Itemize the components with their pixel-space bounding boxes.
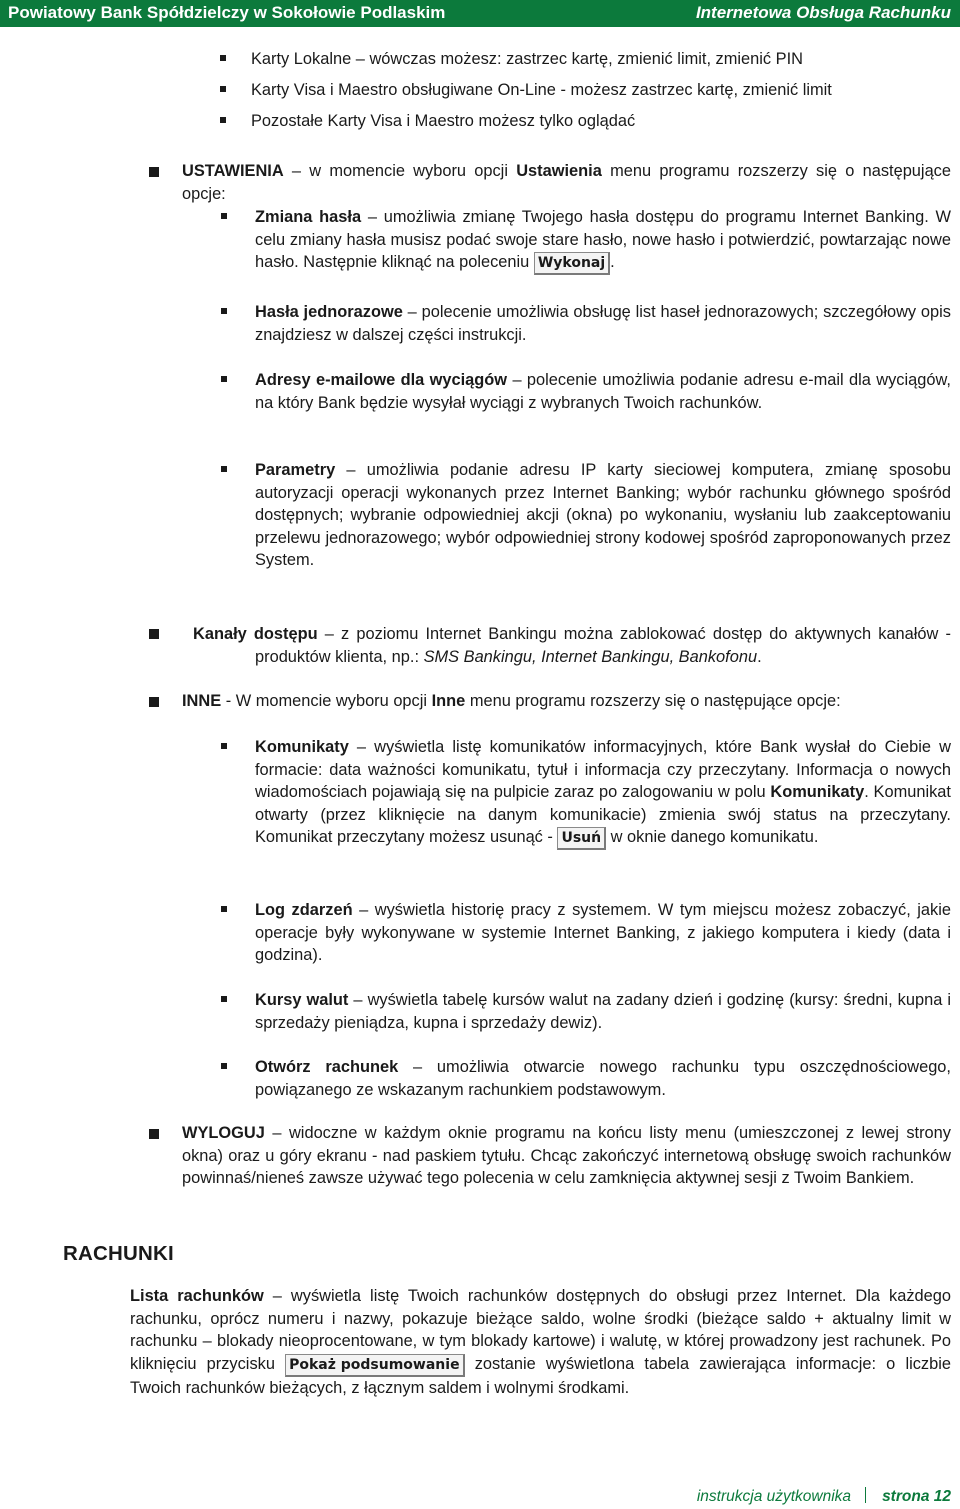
hasla-jednorazowe-item <box>255 301 951 346</box>
inne-intro-bold: Inne <box>431 692 466 710</box>
parametry-item <box>255 459 951 572</box>
bullet-icon <box>149 1129 159 1139</box>
adresy-email-title: Adresy e-mailowe dla wyciągów <box>255 371 508 389</box>
wyloguj-title: WYLOGUJ <box>182 1124 265 1142</box>
ustawienia-intro-text: – w momencie wyboru opcji <box>283 162 517 180</box>
otworz-rachunek-title: Otwórz rachunek <box>255 1058 399 1076</box>
kanaly-dostepu-end: . <box>757 647 762 666</box>
log-zdarzen-item <box>255 899 951 967</box>
kursy-walut-item <box>255 989 951 1034</box>
adresy-email-item <box>255 369 951 414</box>
bullet-icon <box>220 55 226 61</box>
inne-intro-text-2: menu programu rozszerzy się o następujące opcje: <box>465 692 841 710</box>
zmiana-hasla-title: Zmiana hasła <box>255 208 362 226</box>
bullet-icon <box>221 466 227 472</box>
bullet-icon <box>221 308 227 314</box>
inne-intro <box>182 690 951 713</box>
ustawienia-intro-text-2: menu programu rozszerzy się o następujące opcje: <box>182 162 951 203</box>
page-header <box>0 0 960 27</box>
footer-separator <box>865 1487 866 1503</box>
bullet-icon <box>149 697 159 707</box>
komunikaty-title: Komunikaty <box>255 738 349 756</box>
bullet-icon <box>221 906 227 912</box>
card-item-3: Pozostałe Karty Visa i Maestro możesz tylko oglądać <box>251 112 636 130</box>
bullet-icon <box>149 167 159 177</box>
header-service-name: Internetowa Obsługa Rachunku <box>695 3 951 22</box>
wyloguj-text: – widoczne w każdym oknie programu na końcu listy menu (umieszczonej z lewej strony okna) oraz u góry ekranu - nad paskiem tytułu. Chcąc zakończyć internetową obsługę swoich rachunków powinnaś/nieneś zawsze używać tego polecenia w celu zamknięcia aktywnej sesji z Twoim Bankiem. <box>182 1124 951 1188</box>
bullet-icon <box>221 743 227 749</box>
hasla-jednorazowe-title: Hasła jednorazowe <box>255 303 403 321</box>
lista-rachunkow-text-2: zostanie wyświetlona tabela zawierająca informacje: o liczbie Twoich rachunków bieżących, z łącznym saldem i wolnymi środkami. <box>130 1354 951 1397</box>
ustawienia-title: USTAWIENIA <box>182 162 284 180</box>
kanaly-dostepu-item <box>193 623 951 668</box>
otworz-rachunek-text: – umożliwia otwarcie nowego rachunku typu oszczędnościowego, powiązanego ze wskazanym rachunkiem podstawowym. <box>255 1058 951 1099</box>
ustawienia-intro <box>182 160 951 205</box>
ustawienia-intro-bold: Ustawienia <box>516 162 602 180</box>
bullet-icon <box>221 213 227 219</box>
bullet-icon <box>149 629 159 639</box>
bullet-icon <box>221 376 227 382</box>
komunikaty-text-2: . Komunikat otwarty (przez kliknięcie na danym komunikacie) zmienia swój status na przeczytany. Komunikat przeczytany możesz usunąć - <box>255 783 951 847</box>
komunikaty-bold: Komunikaty <box>770 783 865 802</box>
bullet-icon <box>221 996 227 1002</box>
parametry-title: Parametry <box>255 461 336 479</box>
kanaly-dostepu-italic: SMS Bankingu, Internet Bankingu, Bankofonu <box>423 647 758 666</box>
wykonaj-button[interactable]: Wykonaj <box>534 252 610 275</box>
usun-button[interactable]: Usuń <box>557 827 606 850</box>
kanaly-dostepu-text: – z poziomu Internet Bankingu można zablokować dostęp do aktywnych kanałów - produktów klienta, np.: <box>255 625 951 666</box>
card-item-2: Karty Visa i Maestro obsługiwane On-Line - możesz zastrzec kartę, zmienić limit <box>251 81 832 99</box>
footer-label: instrukcja użytkownika <box>696 1488 852 1505</box>
otworz-rachunek-item <box>255 1056 951 1101</box>
footer-page-label: strona <box>882 1488 930 1505</box>
lista-rachunkow-text: – wyświetla listę Twoich rachunków dostępnych do obsługi przez Internet. Dla każdego rachunku, oprócz numeru i nazwy, pokazuje bieżące saldo, wolne środki (bieżące saldo + aktualny limit w rachunku – blokady nieoprocentowane, w tym blokady kartowe) i walutę, w której prowadzony jest rachunek. Po kliknięciu przycisku <box>130 1287 951 1373</box>
inne-intro-text: - W momencie wyboru opcji <box>221 692 432 710</box>
page-footer <box>697 1486 951 1509</box>
bullet-icon <box>220 117 226 123</box>
kursy-walut-title: Kursy walut <box>255 991 349 1009</box>
komunikaty-item <box>255 736 951 850</box>
adresy-email-text: – polecenie umożliwia podanie adresu e-mail dla wyciągów, na który Bank będzie wysyłał wyciągi z wybranych Twoich rachunków. <box>255 371 951 412</box>
header-bank-name: Powiatowy Bank Spółdzielczy w Sokołowie Podlaskim <box>8 3 446 22</box>
lista-rachunkow-item <box>130 1285 951 1399</box>
bullet-icon <box>220 86 226 92</box>
bullet-icon <box>221 1063 227 1069</box>
hasla-jednorazowe-text: – polecenie umożliwia obsługę list haseł jednorazowych; szczegółowy opis znajdziesz w dalszej części instrukcji. <box>255 303 951 344</box>
log-zdarzen-text: – wyświetla historię pracy z systemem. W tym miejscu możesz zobaczyć, jakie operacje były wykonywane w systemie Internet Banking, z jakiego komputera i kiedy (data i godzina). <box>255 901 951 965</box>
footer-page-number: 12 <box>933 1488 951 1505</box>
card-item-1: Karty Lokalne – wówczas możesz: zastrzec kartę, zmienić limit, zmienić PIN <box>251 50 803 68</box>
lista-rachunkow-title: Lista rachunków <box>130 1287 264 1305</box>
komunikaty-text-3: w oknie danego komunikatu. <box>606 828 819 847</box>
kanaly-dostepu-title: Kanały dostępu <box>193 625 318 643</box>
kursy-walut-text: – wyświetla tabelę kursów walut na zadany dzień i godzinę (kursy: średni, kupna i sprzedaży pieniądza, kupna i sprzedaży dewiz). <box>255 991 951 1032</box>
log-zdarzen-title: Log zdarzeń <box>255 901 353 919</box>
zmiana-hasla-end: . <box>610 253 615 272</box>
zmiana-hasla-text: – umożliwia zmianę Twojego hasła dostępu do programu Internet Banking. W celu zmiany hasła musisz podać swoje stare hasło, nowe hasło i potwierdzić, powtarzając nowe hasło. Następnie kliknąć na poleceniu <box>255 208 951 272</box>
pokaz-podsumowanie-button[interactable]: Pokaż podsumowanie <box>285 1354 464 1377</box>
rachunki-section-title: RACHUNKI <box>63 1242 174 1265</box>
zmiana-hasla-item <box>255 206 951 275</box>
komunikaty-text: – wyświetla listę komunikatów informacyjnych, które Bank wysłał do Ciebie w formacie: data ważności komunikatu, tytuł i informacja czy przeczytany. Informacja o nowych wiadomościach pojawiają się na pulpicie zaraz po zalogowaniu w polu <box>255 738 951 802</box>
inne-title: INNE <box>182 692 222 710</box>
wyloguj-item <box>182 1122 951 1190</box>
parametry-text: – umożliwia podanie adresu IP karty sieciowej komputera, zmianę sposobu autoryzacji operacji wykonanych przez Internet Banking; wybór rachunku głównego spośród dostępnych; wybranie odpowiedniej akcji (okna) po wykonaniu, wysłaniu lub zaakceptowaniu przelewu jednorazowego; wybór odpowiedniej strony kodowej spośród zaproponowanych przez System. <box>255 461 951 570</box>
